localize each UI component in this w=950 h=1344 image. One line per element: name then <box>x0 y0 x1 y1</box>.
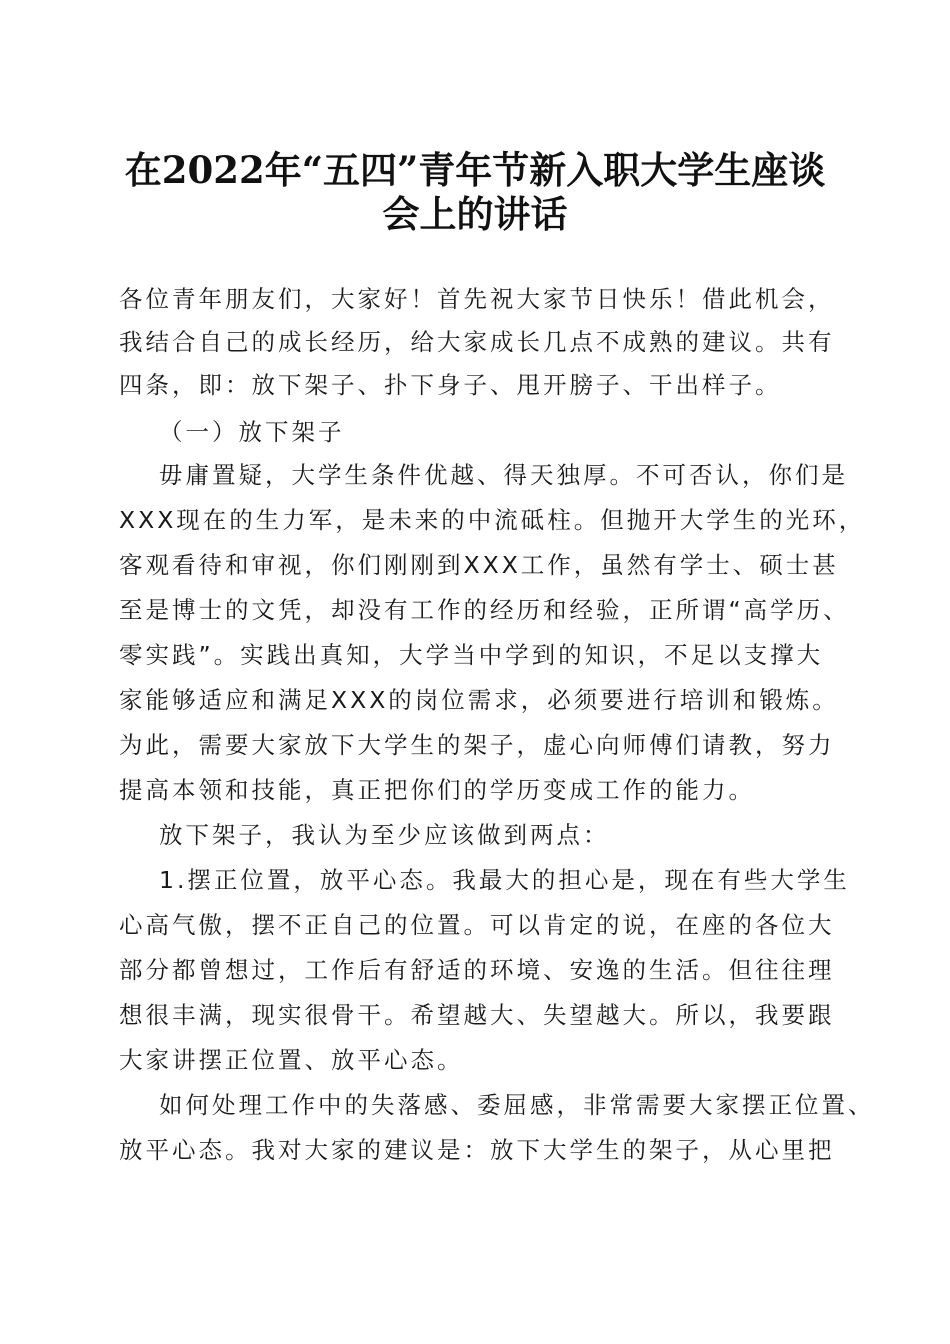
text-line: 家能够适应和满足XXX的岗位需求，必须要进行培训和锻炼。 <box>119 686 839 714</box>
text-line: 至是博士的文凭，却没有工作的经历和经验，正所谓“高学历、 <box>119 596 850 624</box>
text-line: 心高气傲，摆不正自己的位置。可以肯定的说，在座的各位大 <box>119 911 835 939</box>
text-line: 为此，需要大家放下大学生的架子，虚心向师傅们请教，努力 <box>119 731 835 759</box>
text-line: 各位青年朋友们，大家好！首先祝大家节日快乐！借此机会， <box>119 285 835 313</box>
text-line: 客观看待和审视，你们刚刚到XXX工作，虽然有学士、硕士甚 <box>119 551 839 579</box>
text-line: 1.摆正位置，放平心态。我最大的担心是，现在有些大学生 <box>159 866 850 894</box>
text-line: 毋庸置疑，大学生条件优越、得天独厚。不可否认，你们是 <box>159 461 848 489</box>
section-heading: （一）放下架子 <box>159 418 345 446</box>
document-title-line-1: 在2022年“五四”青年节新入职大学生座谈 <box>124 148 826 192</box>
text-line: 我结合自己的成长经历，给大家成长几点不成熟的建议。共有 <box>119 328 835 356</box>
text-line: 放下架子，我认为至少应该做到两点： <box>159 821 610 849</box>
text-line: 零实践”。实践出真知，大学当中学到的知识，不足以支撑大 <box>119 641 824 669</box>
text-line: 大家讲摆正位置、放平心态。 <box>119 1046 464 1074</box>
document-title-line-2: 会上的讲话 <box>382 192 568 236</box>
text-line: 提高本领和技能，真正把你们的学历变成工作的能力。 <box>119 776 755 804</box>
text-line: 四条，即：放下架子、扑下身子、甩开膀子、干出样子。 <box>119 371 782 399</box>
text-line: XXX现在的生力军，是未来的中流砥柱。但抛开大学生的光环， <box>119 506 866 534</box>
text-line: 部分都曾想过，工作后有舒适的环境、安逸的生活。但往往理 <box>119 956 835 984</box>
text-line: 放平心态。我对大家的建议是：放下大学生的架子，从心里把 <box>119 1136 835 1164</box>
text-line: 如何处理工作中的失落感、委屈感，非常需要大家摆正位置、 <box>159 1091 875 1119</box>
text-line: 想很丰满，现实很骨干。希望越大、失望越大。所以，我要跟 <box>119 1001 835 1029</box>
